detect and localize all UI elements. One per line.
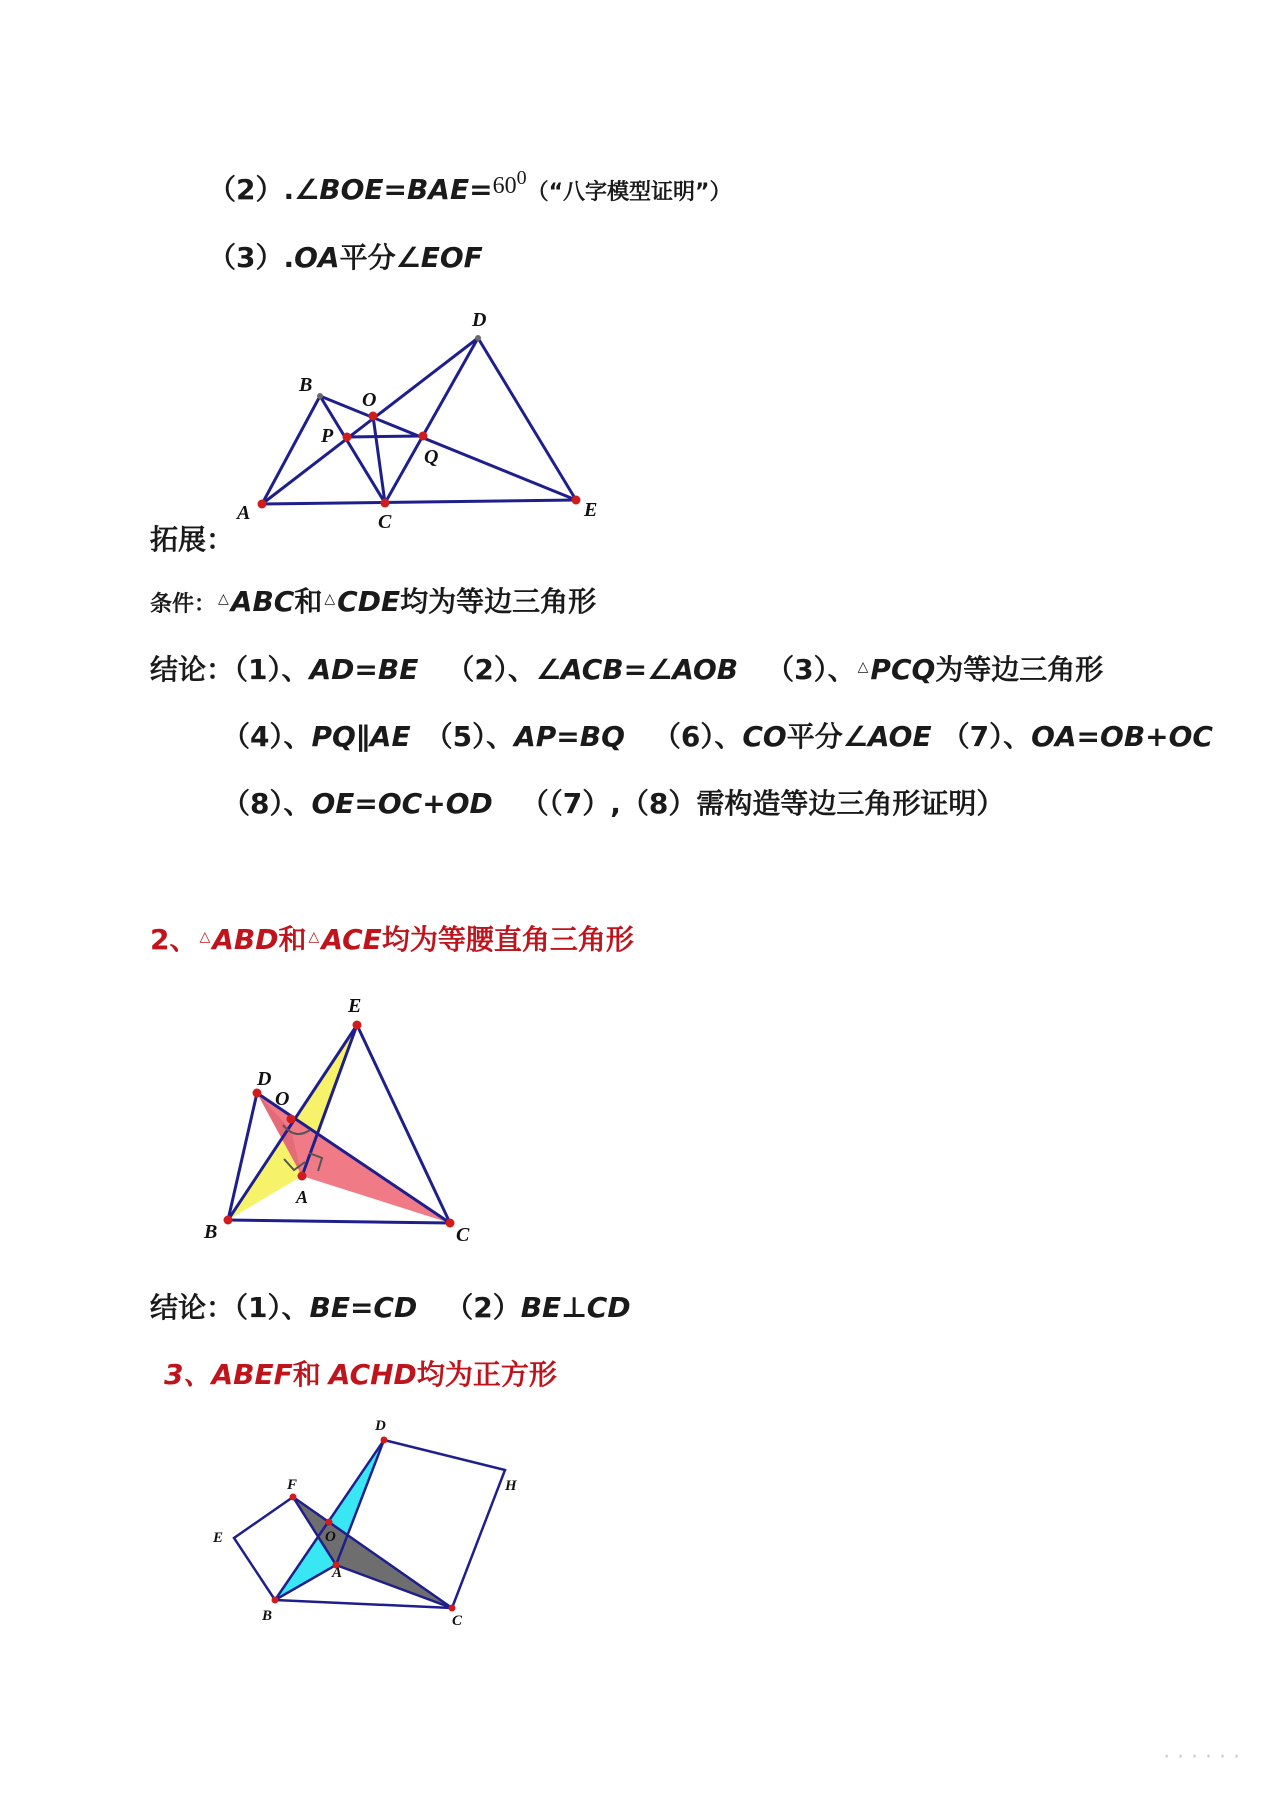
s3-num: 3、 xyxy=(164,1358,212,1391)
item-3-expr-b: ∠EOF xyxy=(395,241,483,274)
fig3-label-b: B xyxy=(262,1608,273,1624)
triangle-icon: △ xyxy=(218,591,229,607)
fig2-label-a: A xyxy=(296,1187,309,1207)
fig2-label-d: D xyxy=(257,1068,272,1090)
fig3-label-e: E xyxy=(213,1530,224,1546)
fig2-label-b: B xyxy=(204,1221,218,1243)
fig1-label-o: O xyxy=(362,389,377,411)
fig3-label-h: H xyxy=(505,1478,517,1494)
condition-tri-1: ABC xyxy=(230,585,295,618)
c5-num: （5）、 xyxy=(424,720,515,753)
s2-tail: 均为等腰直角三角形 xyxy=(381,923,634,956)
s2-c2: BE⊥CD xyxy=(520,1291,631,1324)
c2-num: （2）、 xyxy=(446,653,536,686)
fig1-label-a: A xyxy=(237,502,251,524)
c3-tri: PCQ xyxy=(870,653,936,686)
condition-label: 条件： xyxy=(150,592,217,617)
fig2-label-e: E xyxy=(348,995,362,1017)
c8: OE=OC+OD xyxy=(311,787,493,820)
c4-num: （4）、 xyxy=(222,720,312,753)
s3-tail: 均为正方形 xyxy=(416,1358,557,1391)
watermark: · · · · · · xyxy=(1163,1745,1240,1770)
s2-tri-1: ABD xyxy=(212,923,279,956)
c6-b: ∠AOE xyxy=(842,720,932,753)
item-2-value: $60^0$ xyxy=(492,167,527,199)
c7-num: （7）、 xyxy=(941,720,1032,753)
fig3-label-d: D xyxy=(375,1418,386,1434)
condition-tail: 均为等边三角形 xyxy=(400,585,597,618)
fig1-label-b: B xyxy=(299,374,313,396)
fig1-label-q: Q xyxy=(424,446,439,468)
item-2-note: （“八字模型证明”） xyxy=(526,180,732,205)
triangle-icon: △ xyxy=(857,659,869,675)
extension-heading: 拓展： xyxy=(150,523,235,556)
condition-and: 和 xyxy=(294,585,323,618)
item-3-text: 平分 xyxy=(339,241,396,274)
fig3-label-c: C xyxy=(452,1613,463,1629)
s2-c1-num: （1）、 xyxy=(234,1291,310,1324)
c78-note: （（7）,（8）需构造等边三角形证明） xyxy=(520,787,1005,820)
item-2-expr: ∠BOE=BAE= xyxy=(294,173,493,206)
fig1-label-d: D xyxy=(472,309,487,331)
triangle-icon: △ xyxy=(308,929,320,945)
s2-num: 2、 xyxy=(150,923,198,956)
fig1-label-p: P xyxy=(321,425,334,447)
c4: PQ∥AE xyxy=(311,720,411,753)
c6-a: CO xyxy=(742,720,787,753)
c1: AD=BE xyxy=(309,653,419,686)
s2-tri-2: ACE xyxy=(321,923,382,956)
s3-sq-1: ABEF xyxy=(211,1358,293,1391)
fig1-label-e: E xyxy=(584,499,598,521)
c3-num: （3）、 xyxy=(766,653,856,686)
fig3-label-o: O xyxy=(325,1529,336,1545)
fig1-label-c: C xyxy=(378,511,392,533)
c6-num: （6）、 xyxy=(652,720,743,753)
s2-c1: BE=CD xyxy=(309,1291,418,1324)
c2: ∠ACB=∠AOB xyxy=(535,653,739,686)
fig3-label-f: F xyxy=(287,1477,298,1493)
s3-sq-2: ACHD xyxy=(328,1358,417,1391)
conclusion-label: 结论： xyxy=(150,653,235,686)
c7: OA=OB+OC xyxy=(1031,720,1213,753)
s2-c2-num: （2） xyxy=(445,1291,521,1324)
c5: AP=BQ xyxy=(514,720,625,753)
s3-and: 和 xyxy=(292,1358,321,1391)
s2-conclusion-label: 结论： xyxy=(150,1291,235,1324)
fig3-label-a: A xyxy=(332,1565,343,1581)
triangle-icon: △ xyxy=(199,929,211,945)
c8-num: （8）、 xyxy=(222,787,312,820)
fig2-label-o: O xyxy=(275,1088,290,1110)
c6-text: 平分 xyxy=(786,720,843,753)
c3-tail: 为等边三角形 xyxy=(935,653,1104,686)
item-3-expr-a: OA xyxy=(294,241,340,274)
item-3-prefix: （3）. xyxy=(208,241,295,274)
triangle-icon: △ xyxy=(324,591,336,607)
fig2-label-c: C xyxy=(456,1224,470,1246)
item-2-prefix: （2）. xyxy=(208,173,295,206)
s2-and: 和 xyxy=(278,923,307,956)
item-2-degree: 0 xyxy=(516,167,527,189)
condition-tri-2: CDE xyxy=(337,585,401,618)
c1-num: （1）、 xyxy=(234,653,310,686)
